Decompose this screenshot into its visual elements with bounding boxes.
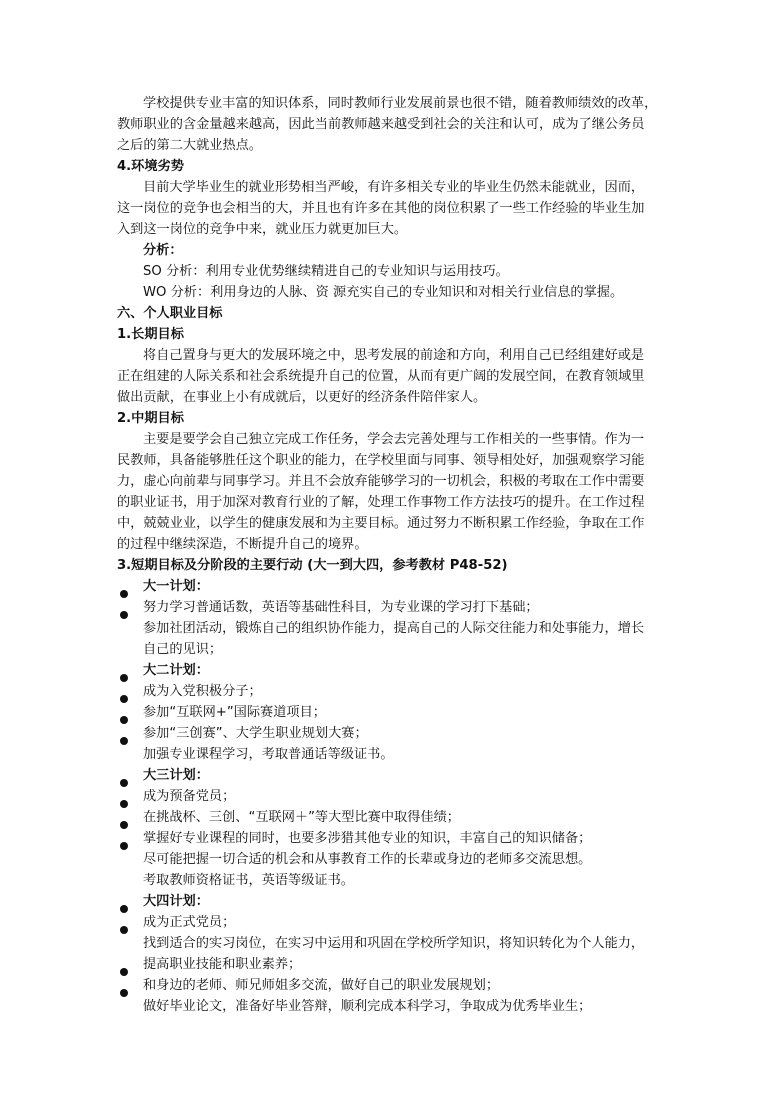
plan-item: 参加“三创赛”、大学生职业规划大赛； bbox=[143, 726, 368, 741]
mid-line: 中，兢兢业业，以学生的健康发展和为主要目标。通过努力不断积累工作经验，争取在工作 bbox=[117, 516, 645, 531]
mid-line: 的过程中继续深造，不断提升自己的境界。 bbox=[117, 537, 368, 552]
plan-year1-title: 大一计划： bbox=[143, 579, 209, 594]
plan-year2-title: 大二计划： bbox=[143, 663, 209, 678]
mid-line: 民教师，具备能够胜任这个职业的能力，在学校里面与同事、领导相处好，加强观察学习能 bbox=[117, 453, 645, 468]
plan-item-cont: 自己的见识； bbox=[143, 642, 223, 657]
plan-item-cont: 提高职业技能和职业素养； bbox=[143, 957, 302, 972]
plan-item: 找到适合的实习岗位，在实习中运用和巩固在学校所学知识，将知识转化为个人能力， bbox=[143, 936, 645, 951]
bullet-icon bbox=[120, 926, 128, 934]
bullet-icon bbox=[120, 737, 128, 745]
bullet-icon bbox=[120, 800, 128, 808]
mid-line: 的职业证书，用于加深对教育行业的了解，处理工作事物工作方法技巧的提升。在工作过程 bbox=[117, 495, 645, 510]
bullet-icon bbox=[120, 821, 128, 829]
bullet-icon bbox=[120, 590, 128, 598]
plan-item: 尽可能把握一切合适的机会和从事教育工作的长辈或身边的老师多交流思想。 bbox=[143, 852, 592, 867]
bullet-icon bbox=[120, 779, 128, 787]
env-line: 入到这一岗位的竞争中来，就业压力就更加巨大。 bbox=[117, 222, 408, 237]
bullet-icon bbox=[120, 695, 128, 703]
mid-line: 力，虚心向前辈与同事学习。并且不会放弃能够学习的一切机会，积极的考取在工作中需要 bbox=[117, 474, 645, 489]
intro-line: 之后的第二大就业热点。 bbox=[117, 138, 263, 153]
env-line: 目前大学毕业生的就业形势相当严峻，有许多相关专业的毕业生仍然未能就业，因而， bbox=[143, 180, 645, 195]
plan-item: 成为预备党员； bbox=[143, 789, 236, 804]
plan-item: 在挑战杯、三创、“互联网＋”等大型比赛中取得佳绩； bbox=[143, 810, 460, 825]
so-analysis: SO 分析：利用专业优势继续精进自己的专业知识与运用技巧。 bbox=[143, 264, 509, 279]
plan-year4-title: 大四计划： bbox=[143, 894, 209, 909]
plan-item: 成为入党积极分子； bbox=[143, 684, 262, 699]
analysis-label: 分析： bbox=[143, 243, 183, 258]
plan-item: 成为正式党员； bbox=[143, 915, 236, 930]
long-line: 做出贡献，在事业上小有成就后，以更好的经济条件陪伴家人。 bbox=[117, 390, 487, 405]
heading-mid-term: 2.中期目标 bbox=[117, 411, 184, 426]
env-line: 这一岗位的竞争也会相当的大，并且也有许多在其他的岗位积累了一些工作经验的毕业生加 bbox=[117, 201, 645, 216]
intro-line: 学校提供专业丰富的知识体系，同时教师行业发展前景也很不错，随着教师绩效的改革， bbox=[143, 96, 658, 111]
plan-item: 参加社团活动，锻炼自己的组织协作能力，提高自己的人际交往能力和处事能力，增长 bbox=[143, 621, 645, 636]
bullet-icon bbox=[120, 968, 128, 976]
plan-item-cont: 考取教师资格证书，英语等级证书。 bbox=[143, 873, 354, 888]
bullet-icon bbox=[120, 989, 128, 997]
long-line: 正在组建的人际关系和社会系统提升自己的位置，从而有更广阔的发展空间，在教育领域里 bbox=[117, 369, 645, 384]
heading-short-term: 3.短期目标及分阶段的主要行动 (大一到大四，参考教材 P48-52) bbox=[117, 558, 508, 573]
long-line: 将自己置身与更大的发展环境之中，思考发展的前途和方向，利用自己已经组建好或是 bbox=[143, 348, 645, 363]
bullet-icon bbox=[120, 905, 128, 913]
intro-line: 教师职业的含金量越来越高，因此当前教师越来越受到社会的关注和认可，成为了继公务员 bbox=[117, 117, 645, 132]
bullet-icon bbox=[120, 611, 128, 619]
bullet-icon bbox=[120, 674, 128, 682]
plan-year3-title: 大三计划： bbox=[143, 768, 209, 783]
heading-long-term: 1.长期目标 bbox=[117, 327, 184, 342]
plan-item: 和身边的老师、师兄师姐多交流，做好自己的职业发展规划； bbox=[143, 978, 500, 993]
plan-item: 加强专业课程学习，考取普通话等级证书。 bbox=[143, 747, 394, 762]
heading-env: 4.环境劣势 bbox=[117, 159, 184, 174]
bullet-icon bbox=[120, 716, 128, 724]
wo-analysis: WO 分析：利用身边的人脉、资 源充实自己的专业知识和对相关行业信息的掌握。 bbox=[143, 285, 624, 300]
section-title: 六、个人职业目标 bbox=[117, 306, 223, 321]
bullet-icon bbox=[120, 842, 128, 850]
plan-item: 参加“互联网+”国际赛道项目； bbox=[143, 705, 326, 720]
plan-item: 做好毕业论文，准备好毕业答辩，顺利完成本科学习，争取成为优秀毕业生； bbox=[143, 999, 592, 1014]
plan-item: 努力学习普通话数，英语等基础性科目，为专业课的学习打下基础； bbox=[143, 600, 539, 615]
mid-line: 主要是要学会自己独立完成工作任务，学会去完善处理与工作相关的一些事情。作为一 bbox=[143, 432, 645, 447]
plan-item: 掌握好专业课程的同时，也要多涉猎其他专业的知识，丰富自己的知识储备； bbox=[143, 831, 592, 846]
